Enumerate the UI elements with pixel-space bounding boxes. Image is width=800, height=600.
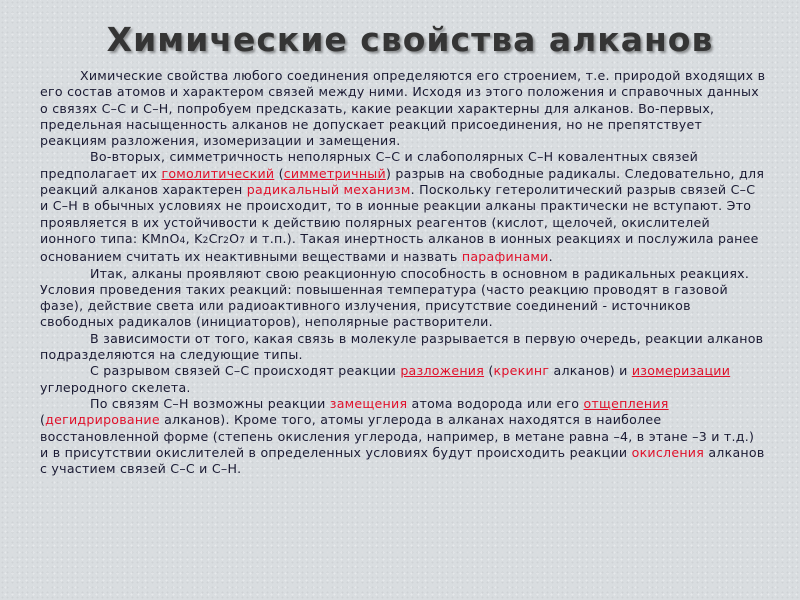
term-cracking: крекинг bbox=[493, 363, 550, 379]
text-span: углеродного скелета. bbox=[40, 379, 191, 395]
text-span: Cr bbox=[208, 230, 224, 246]
text-span: ( bbox=[274, 165, 284, 181]
term-oxidation: окисления bbox=[631, 444, 705, 460]
paragraph-5 bbox=[40, 363, 766, 396]
term-elimination: отщепления bbox=[583, 395, 669, 411]
paragraph-2 bbox=[40, 149, 766, 265]
text-span: алканов с участием связей С–С и С–Н. bbox=[40, 444, 765, 477]
paragraph-1: Химические свойства любого соединения определяются его строением, т.е. природой входящих в его состав атомов и характером связей между ними. Исходя из этого положения и справочных данных о связях С–С и С–Н, попробуем предсказать, какие реакции характерны для алканов. Во-первых, предельная насыщенность алканов не допускает реакций присоединения, но не препятствует реакциям разложения, изомеризации и замещения. bbox=[40, 68, 766, 149]
term-symmetric: симметричный bbox=[283, 165, 386, 181]
subscript: 4 bbox=[179, 235, 186, 246]
subscript: 2 bbox=[223, 235, 230, 246]
term-paraffins: парафинами bbox=[461, 249, 549, 265]
term-substitution: замещения bbox=[329, 395, 408, 411]
term-homolytic: гомолитический bbox=[161, 165, 275, 181]
text-span: ( bbox=[484, 363, 494, 379]
text-span: Во-вторых, симметричность неполярных С–С и слабополярных С–Н ковалентных связей предполагает их bbox=[40, 149, 699, 181]
subscript: 7 bbox=[239, 235, 246, 246]
text-span: алканов) и bbox=[549, 363, 632, 379]
text-span: . Поскольку гетеролитический разрыв связей С–С и С–Н в обычных условиях не происходит, то в ионные реакции алканы практически не вступают. Это проявляется в их устойчивости к действию полярных реагентов (кислот, щелочей, окислителей ионного типа: KMnO bbox=[40, 182, 756, 246]
text-span: По связям С–Н возможны реакции bbox=[90, 395, 330, 411]
paragraph-4: В зависимости от того, какая связь в молекуле разрывается в первую очередь, реакции алканов подразделяются на следующие типы. bbox=[40, 330, 764, 363]
text-span: , K bbox=[185, 230, 203, 246]
paragraph-3: Итак, алканы проявляют свою реакционную способность в основном в радикальных реакциях. Условия проведения таких реакций: повышенная температура (часто реакцию проводят в газовой фазе), действие света или радиоактивного излучения, присутствие соединений - источников свободных радикалов (инициаторов), неполярные растворители. bbox=[40, 265, 750, 330]
text-span: атома водорода или его bbox=[407, 395, 584, 411]
text-span: С разрывом связей С–С происходят реакции bbox=[90, 363, 401, 379]
term-decomposition: разложения bbox=[400, 363, 485, 379]
slide-title: Химические свойства алканов bbox=[106, 20, 714, 59]
text-span: . bbox=[548, 249, 553, 265]
text-span: и т.п.). Такая инертность алканов в ионных реакциях и послужила ранее основанием считать их неактивными веществами и назвать bbox=[40, 230, 759, 265]
term-isomerization: изомеризации bbox=[631, 363, 731, 379]
term-dehydrogenation: дегидрирование bbox=[45, 412, 160, 428]
text-span: ) разрыв на свободные радикалы. Следовательно, для реакций алканов характерен bbox=[40, 165, 765, 198]
text-span: ( bbox=[40, 412, 46, 428]
subscript: 2 bbox=[202, 235, 209, 246]
paragraph-6 bbox=[40, 396, 766, 477]
slide-body bbox=[40, 68, 766, 477]
text-span: алканов). Кроме того, атомы углерода в алканах находятся в наиболее восстановленной форме (степень окисления углерода, например, в метане равна –4, в этане –3 и т.д.) и в присутствии окислителей в определенных условиях будут происходить реакции bbox=[40, 412, 755, 460]
term-radical-mechanism: радикальный механизм bbox=[246, 182, 411, 198]
text-span: O bbox=[229, 230, 240, 246]
